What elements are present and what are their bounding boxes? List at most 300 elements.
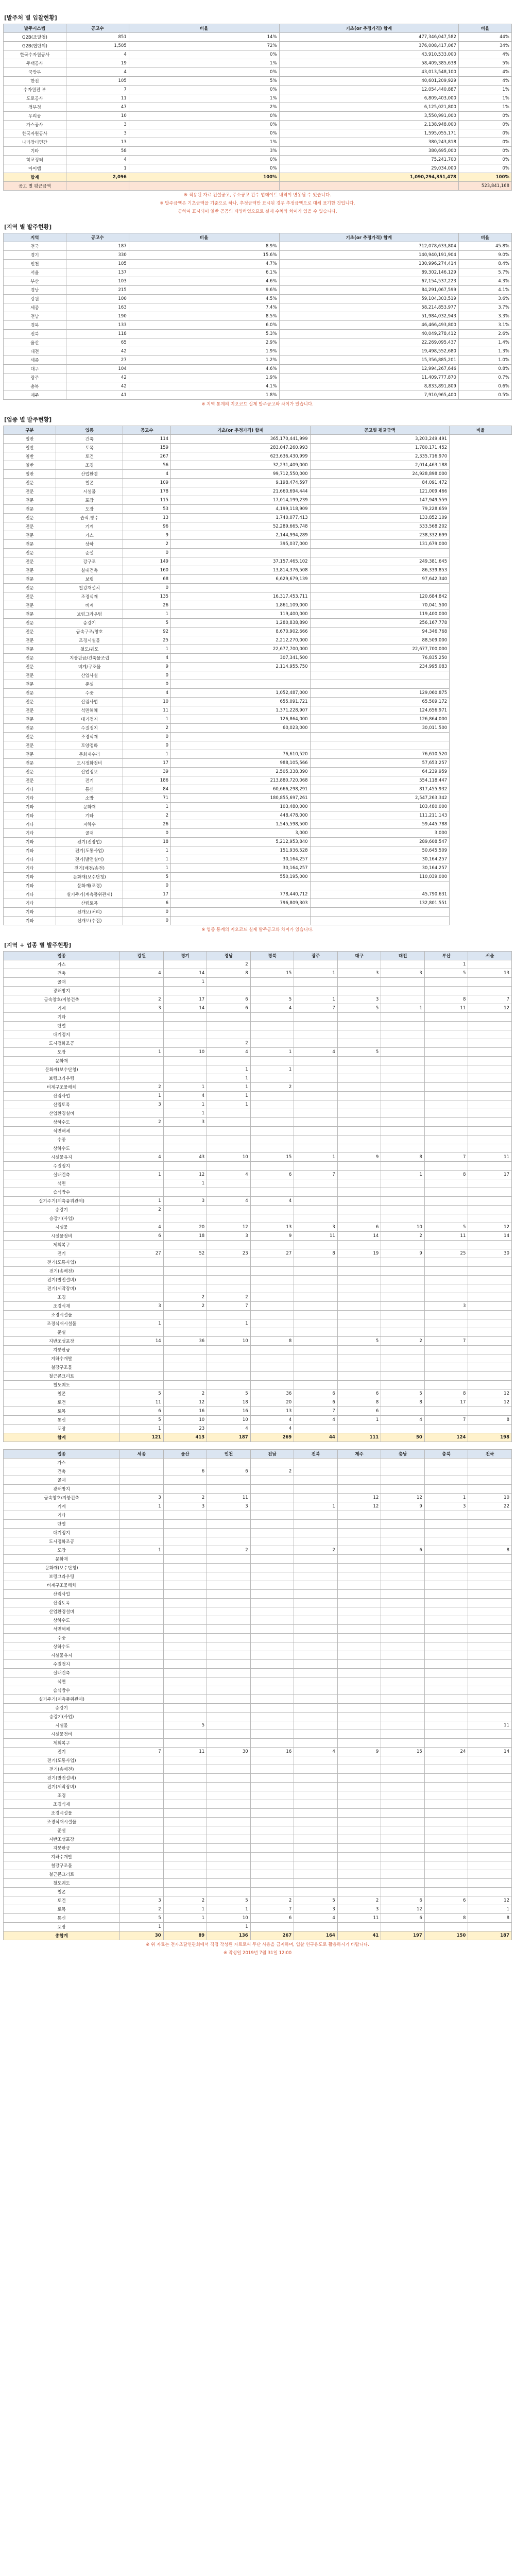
table-cell: 도로공사 [4,94,66,103]
table-cell: 68 [123,575,171,584]
table-cell: 2 [123,811,171,820]
table-cell: 전북 [4,330,66,338]
footnote: ※ 지역 통계의 지오코드 실제 발주공고와 차이가 있습니다. [201,402,314,407]
table-cell [468,1695,512,1704]
table-cell: 준설 [56,549,123,557]
table-row [4,286,512,295]
table-cell [424,1276,468,1284]
table-cell [468,1555,512,1564]
table-cell [163,1188,207,1197]
table-cell [250,1625,294,1634]
table-cell [468,1030,512,1039]
table-cell [337,1818,381,1826]
table-cell [468,1844,512,1853]
table-cell [337,1861,381,1870]
table-cell [163,1546,207,1555]
table-cell [163,1677,207,1686]
table-cell [424,1372,468,1381]
table-cell [468,1826,512,1835]
table-cell [424,1188,468,1197]
table-cell: 3.6% [458,295,511,303]
table-cell: 72% [129,42,279,50]
table-cell [468,1162,512,1171]
table-cell: 0% [458,112,511,121]
table-cell [129,182,279,191]
table-cell [468,1363,512,1372]
table-cell: 기타 [4,899,56,908]
table-cell [250,1660,294,1669]
table-cell [468,1022,512,1030]
table-cell [294,1756,338,1765]
table-cell: 1 [207,1923,251,1931]
table-cell: 289,608,547 [310,838,450,846]
column-header: 비율 [458,24,511,33]
table-cell [468,1739,512,1748]
table-cell [337,1127,381,1136]
table-cell: 3 [381,969,425,978]
table-cell: 6 [337,1389,381,1398]
table-cell: 철도궤도 [4,1879,120,1888]
table-cell: 철근콘크리트 [4,1870,120,1879]
table-cell [294,1529,338,1537]
table-cell: 5.3% [129,330,279,338]
table-cell: 전문 [4,540,56,549]
table-cell: 주택공사 [4,59,66,68]
table-cell [381,1572,425,1581]
table-row [4,1835,512,1844]
table-cell: 16 [207,1407,251,1416]
table-cell: 0 [123,549,171,557]
table-cell: 4.7% [129,260,279,268]
table-cell [250,1109,294,1118]
table-cell [424,1879,468,1888]
table-cell [294,1651,338,1660]
table-cell [381,1651,425,1660]
table-cell [468,1118,512,1127]
table-cell [120,1756,164,1765]
table-cell [424,1704,468,1713]
table-cell: 133,852,109 [310,514,450,522]
column-header: 비율 [458,233,511,242]
table-cell [337,1721,381,1730]
table-cell: 금속창호/지붕건축 [4,1494,120,1502]
table-cell [337,1092,381,1100]
table-row [4,1188,512,1197]
table-cell: 164 [294,1931,338,1940]
table-cell: 대전 [4,347,66,356]
table-cell: 96 [123,522,171,531]
table-cell: 대기정지 [4,1030,120,1039]
table-cell [468,1302,512,1311]
table-row [4,356,512,365]
table-cell: 283,047,260,993 [171,444,311,452]
table-cell: 보링그라우팅 [56,610,123,619]
table-row [4,1529,512,1537]
table-cell: 11 [163,1748,207,1756]
table-cell: 1 [120,1546,164,1555]
table-cell: 0.5% [458,391,511,400]
table-cell [207,1354,251,1363]
table-row [4,1206,512,1214]
table-cell: 25 [123,636,171,645]
table-cell [250,1127,294,1136]
table-cell [120,1870,164,1879]
table-cell [337,1607,381,1616]
table-cell [163,1861,207,1870]
table-cell [163,1039,207,1048]
table-cell: 249,381,645 [310,557,450,566]
table-cell [424,1599,468,1607]
table-cell: 충북 [4,382,66,391]
table-row [4,1065,512,1074]
table-row [4,978,512,987]
table-cell [381,1818,425,1826]
table-cell: 서울 [4,268,66,277]
table-cell [120,1642,164,1651]
table-cell [468,1791,512,1800]
table-cell [424,1407,468,1416]
table-cell: 8.5% [129,312,279,321]
table-cell [207,1144,251,1153]
table-cell [468,1765,512,1774]
table-cell: 기타 [4,838,56,846]
table-cell: 전문 [4,487,56,496]
table-cell [163,1520,207,1529]
table-cell [163,1879,207,1888]
table-cell [250,1276,294,1284]
table-cell [120,1476,164,1485]
table-cell: 4 [207,1425,251,1433]
table-cell: 42 [66,347,129,356]
table-cell [337,1476,381,1485]
table-row [4,435,512,444]
table-cell [207,1162,251,1171]
table-cell [424,1136,468,1144]
table-cell: 토건 [4,1398,120,1407]
table-cell: 1 [123,855,171,864]
table-cell: 44 [294,1433,338,1442]
table-cell: 전문 [4,636,56,645]
table-cell [250,1502,294,1511]
table-cell [424,1564,468,1572]
table-cell [250,1835,294,1844]
table-cell [381,1197,425,1206]
table-cell: 보링 [56,575,123,584]
table-row [4,917,512,925]
table-cell [310,917,450,925]
table-cell: 공고 별 평균금액 [4,182,66,191]
table-cell [207,1572,251,1581]
table-cell [207,1372,251,1381]
table-cell: 12 [337,1494,381,1502]
table-cell: 전문 [4,689,56,698]
column-header: 경북 [250,952,294,960]
section-title-region: [지역 별 발주현황] [4,224,52,230]
table-cell [381,1616,425,1625]
table-cell: 9.6% [129,286,279,295]
table-cell: 4.6% [129,277,279,286]
table-row [4,759,512,768]
table-cell: 통신 [4,1416,120,1425]
table-cell: 소방 [56,794,123,803]
table-cell: 7 [120,1748,164,1756]
table-cell [250,1293,294,1302]
table-cell [337,1171,381,1179]
table-cell [120,1144,164,1153]
table-cell: 전문 [4,610,56,619]
table-cell: 8.4% [458,260,511,268]
table-cell: 2 [163,1293,207,1302]
table-cell [381,1083,425,1092]
table-cell: 시설물 [4,1223,120,1232]
table-row [4,1293,512,1302]
table-cell: 1 [120,1092,164,1100]
table-cell: 12 [468,1398,512,1407]
column-header: 제주 [337,1450,381,1459]
table-cell [424,1756,468,1765]
table-cell: 1,780,171,452 [310,444,450,452]
table-cell [250,1214,294,1223]
table-cell: 4.1% [458,286,511,295]
table-cell: 골재 [4,978,120,987]
table-cell [310,908,450,917]
table-cell: 14% [129,33,279,42]
table-cell [163,1581,207,1590]
section-title-dept: [발주처 별 입찰현황] [4,14,57,21]
table-cell: 1 [207,1074,251,1083]
table-cell: 전문 [4,575,56,584]
table-cell [337,1809,381,1818]
table-row [4,1511,512,1520]
table-cell: 89,302,146,129 [279,268,458,277]
table-row [4,1809,512,1818]
table-cell: 건축 [56,435,123,444]
table-cell: 1 [207,1065,251,1074]
table-cell [381,1520,425,1529]
table-cell: 4 [294,1748,338,1756]
table-cell: 8 [424,1914,468,1923]
column-header: 전북 [294,1450,338,1459]
column-header: 울산 [163,1450,207,1459]
table-cell [468,1284,512,1293]
table-cell: 5,212,953,840 [171,838,311,846]
table-cell: 3 [207,1232,251,1241]
table-row [4,785,512,794]
table-cell [250,1774,294,1783]
table-cell: 43 [163,1153,207,1162]
table-row [4,829,512,838]
table-cell: 13 [250,1223,294,1232]
table-cell [294,1494,338,1502]
table-cell [294,1774,338,1783]
table-cell: 2 [250,1467,294,1476]
table-cell: 12 [381,1494,425,1502]
table-cell [381,1844,425,1853]
table-row [4,969,512,978]
table-cell: 7 [250,1905,294,1914]
table-cell [381,1713,425,1721]
table-cell: 통신 [56,785,123,794]
table-row [4,1083,512,1092]
table-cell: 1,545,598,500 [171,820,311,829]
table-cell [163,1136,207,1144]
table-cell [468,1774,512,1783]
table-cell [424,1783,468,1791]
table-cell: 조경 [4,1791,120,1800]
table-cell: 126,864,000 [310,715,450,724]
table-cell [250,1756,294,1765]
table-cell [207,978,251,987]
table-row [4,1686,512,1695]
table-cell: 시설물유지 [4,1651,120,1660]
table-row [4,1818,512,1826]
table-cell [381,1258,425,1267]
table-cell: 147,949,559 [310,496,450,505]
table-cell: 비계구조물해체 [4,1581,120,1590]
table-cell [207,1677,251,1686]
table-row [4,1092,512,1100]
table-cell: 79,228,659 [310,505,450,514]
table-cell: 15 [250,1153,294,1162]
table-cell: 5 [424,1223,468,1232]
table-row [4,1713,512,1721]
table-cell: 22,677,700,000 [310,645,450,654]
column-header: 서울 [468,952,512,960]
table-cell [294,1311,338,1319]
table-cell [424,1818,468,1826]
table-cell: 비계 [56,601,123,610]
table-cell: 655,091,721 [171,698,311,706]
column-header: 기초(or 추정가격) 합계 [279,24,458,33]
table-cell [337,1870,381,1879]
table-cell: 330 [66,251,129,260]
table-cell: 124,656,971 [310,706,450,715]
table-cell: 문화재(보수단청) [4,1564,120,1572]
table-cell: 11 [207,1494,251,1502]
table-cell [120,1818,164,1826]
table-cell: 도시정화정비 [56,759,123,768]
table-cell: 7 [294,1171,338,1179]
table-cell [381,1555,425,1564]
table-cell: 89 [163,1931,207,1940]
table-cell [120,1791,164,1800]
table-row [4,1354,512,1363]
table-cell: 2,505,338,390 [171,768,311,776]
table-cell: 0% [129,50,279,59]
table-cell: 60,023,000 [171,724,311,733]
table-cell: 109 [123,479,171,487]
table-cell [337,1704,381,1713]
table-cell: 2 [120,1206,164,1214]
table-row [4,1398,512,1407]
table-cell [163,1476,207,1485]
table-row [4,242,512,251]
table-cell: 실기주기(계측품위관제) [4,1695,120,1704]
table-cell: 4 [207,1171,251,1179]
table-cell: 총합계 [4,1931,120,1940]
table-cell [163,1800,207,1809]
table-cell [163,1870,207,1879]
table-row [4,1756,512,1765]
table-row [4,1879,512,1888]
table-cell: 3 [120,1004,164,1013]
table-cell [163,1774,207,1783]
table-cell: 149 [123,557,171,566]
table-cell [337,1826,381,1835]
table-cell [171,917,311,925]
table-cell: 1 [163,1179,207,1188]
table-cell: 기타 [56,811,123,820]
table-cell: 전기(발전설비) [4,1276,120,1284]
table-row [4,1660,512,1669]
table-cell: 10 [207,1914,251,1923]
table-row [4,59,512,68]
table-row [4,1162,512,1171]
table-cell: 조경식재시설물 [4,1818,120,1826]
table-cell: 24,928,898,000 [310,470,450,479]
table-cell [294,1022,338,1030]
table-cell: 0 [123,584,171,592]
table-cell [468,960,512,969]
table-row [4,1267,512,1276]
table-cell [381,1319,425,1328]
table-cell: 도장 [4,1546,120,1555]
table-cell: 6 [337,1223,381,1232]
table-row [4,776,512,785]
table-cell: 승강기(사업) [4,1713,120,1721]
table-cell [337,1214,381,1223]
table-cell [337,1564,381,1572]
table-cell [381,1564,425,1572]
table-cell: 12 [163,1398,207,1407]
table-row [4,112,512,121]
table-cell [381,1267,425,1276]
table-cell: 64,239,959 [310,768,450,776]
table-row [4,1197,512,1206]
column-header: 비율 [129,233,279,242]
table-cell [250,1686,294,1695]
table-cell: 6 [294,1398,338,1407]
table-cell [468,1083,512,1092]
column-header: 전남 [250,1450,294,1459]
table-cell: 395,037,000 [171,540,311,549]
table-cell [250,1013,294,1022]
table-cell: 0 [123,680,171,689]
table-cell [468,1241,512,1249]
table-cell: 0% [458,138,511,147]
table-cell: 413 [163,1433,207,1442]
table-cell [120,1372,164,1381]
column-header: 경기 [163,952,207,960]
table-cell: 부산 [4,277,66,286]
table-cell: 18 [163,1232,207,1241]
table-cell [250,1572,294,1581]
table-cell [337,1642,381,1651]
table-cell [250,1809,294,1818]
table-cell: 기타 [4,1013,120,1022]
table-cell: 16 [250,1748,294,1756]
table-cell [381,1625,425,1634]
table-cell [294,1870,338,1879]
table-cell [294,1302,338,1311]
table-cell [381,1022,425,1030]
table-cell [294,1642,338,1651]
table-cell [468,1354,512,1363]
table-cell [424,1765,468,1774]
table-cell: 1 [163,1905,207,1914]
table-cell: 13 [250,1407,294,1416]
table-cell [171,671,311,680]
